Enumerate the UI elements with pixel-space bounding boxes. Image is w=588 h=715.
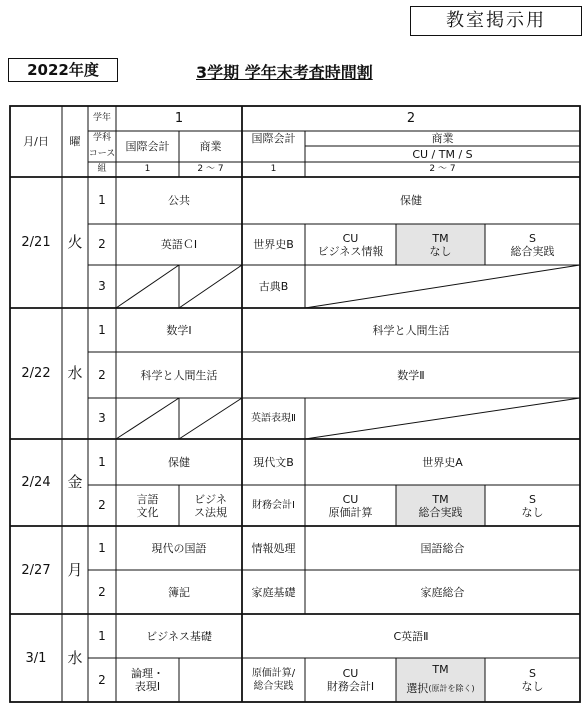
exam-subject-tm (396, 678, 485, 698)
g1-kokusai-header: 国際会計 (125, 140, 170, 153)
period-number: 1 (98, 322, 106, 337)
dept-row-label: 学科 (92, 133, 111, 143)
g1-kokusai-class: 1 (144, 164, 151, 174)
exam-subject: 世界史A (422, 455, 463, 469)
exam-subject-cu: CU 財務会計Ⅰ (326, 667, 375, 693)
exam-subject: 英語ＣⅠ (160, 238, 198, 251)
period-number: 3 (98, 279, 106, 293)
period-number: 2 (98, 498, 106, 512)
weekday-cell: 月 (67, 560, 83, 579)
exam-subject: 言語 文化 (136, 492, 159, 519)
exam-subject: 世界史B (253, 238, 294, 251)
exam-subject-s: S 総合実践 (510, 231, 555, 258)
exam-subject: 情報処理 (251, 541, 296, 555)
exam-subject-s: S なし (521, 667, 544, 693)
exam-subject: 数学Ⅱ (397, 368, 425, 382)
date-cell: 2/27 (21, 562, 51, 578)
tm-elective-note: (原計を除く) (428, 683, 475, 693)
exam-subject: 保健 (168, 455, 190, 469)
exam-subject-tm: TM なし (429, 231, 452, 258)
exam-subject: ビジネス基礎 (146, 629, 212, 643)
g1-shogyo-header: 商業 (199, 140, 222, 153)
exam-subject: 保健 (400, 194, 422, 207)
period-number: 1 (98, 628, 106, 643)
class-row-label: 組 (97, 164, 107, 174)
exam-subject-tm: TM 総合実践 (418, 492, 463, 519)
exam-subject-cu: CU 原価計算 (328, 492, 373, 519)
date-cell: 2/22 (21, 366, 51, 381)
date-cell: 2/24 (21, 475, 51, 490)
grade-1-header: 1 (174, 111, 184, 126)
grade-row-label: 学年 (92, 113, 111, 123)
exam-subject: 原価計算/ 総合実践 (251, 668, 296, 692)
g2-course-header: CU / TM / S (412, 147, 473, 161)
page-title: 3学期 学年末考査時間割 (196, 63, 373, 82)
exam-subject: ビジネ ス法規 (194, 492, 227, 519)
period-number: 1 (98, 193, 106, 207)
exam-subject: 古典B (258, 280, 289, 293)
exam-subject: C英語Ⅱ (393, 629, 429, 643)
exam-subject-tm-course: TM (432, 662, 449, 676)
weekday-cell: 金 (67, 473, 83, 491)
period-number: 2 (98, 672, 106, 687)
weekday-cell: 水 (67, 364, 83, 382)
exam-subject: 家庭総合 (420, 585, 465, 599)
g2-kokusai-class: 1 (270, 164, 277, 174)
weekday-column-header: 曜 (69, 135, 81, 148)
period-number: 2 (98, 584, 106, 599)
period-number: 2 (98, 237, 106, 251)
exam-subject-s: S なし (521, 492, 544, 519)
period-number: 3 (98, 411, 106, 425)
date-cell: 3/1 (25, 650, 47, 666)
date-cell: 2/21 (21, 235, 51, 250)
period-number: 1 (98, 540, 106, 555)
period-number: 1 (98, 454, 106, 469)
exam-subject: 科学と人間生活 (140, 368, 218, 382)
exam-subject: 科学と人間生活 (372, 323, 450, 337)
exam-subject: 英語表現Ⅱ (251, 413, 296, 424)
tm-elective-label: 選択 (406, 681, 429, 695)
exam-subject: 現代文B (253, 455, 294, 469)
exam-subject: 財務会計Ⅰ (252, 500, 295, 511)
period-number: 2 (98, 367, 106, 382)
g2-shogyo-header: 商業 (431, 132, 454, 145)
g2-shogyo-class: 2 ～ 7 (429, 164, 456, 174)
date-column-header: 月/日 (23, 135, 49, 148)
g1-shogyo-class: 2 ～ 7 (197, 164, 224, 174)
grade-2-header: 2 (406, 111, 416, 126)
exam-subject-cu: CU ビジネス情報 (317, 231, 384, 258)
classroom-display-stamp: 教室掲示用 (410, 6, 582, 36)
school-year-label: 2022年度 (8, 58, 118, 82)
exam-subject: 公共 (168, 194, 190, 207)
exam-subject: 簿記 (168, 585, 190, 599)
g2-kokusai-header: 国際会計 (251, 132, 296, 145)
weekday-cell: 火 (67, 233, 83, 251)
exam-subject: 家庭基礎 (251, 585, 296, 599)
weekday-cell: 水 (67, 648, 83, 667)
exam-subject: 現代の国語 (151, 541, 207, 555)
exam-subject: 論理・ 表現Ⅰ (131, 667, 164, 693)
course-row-label: コース (88, 148, 116, 159)
exam-subject: 国語総合 (420, 541, 465, 555)
exam-subject: 数学Ⅰ (166, 323, 192, 337)
